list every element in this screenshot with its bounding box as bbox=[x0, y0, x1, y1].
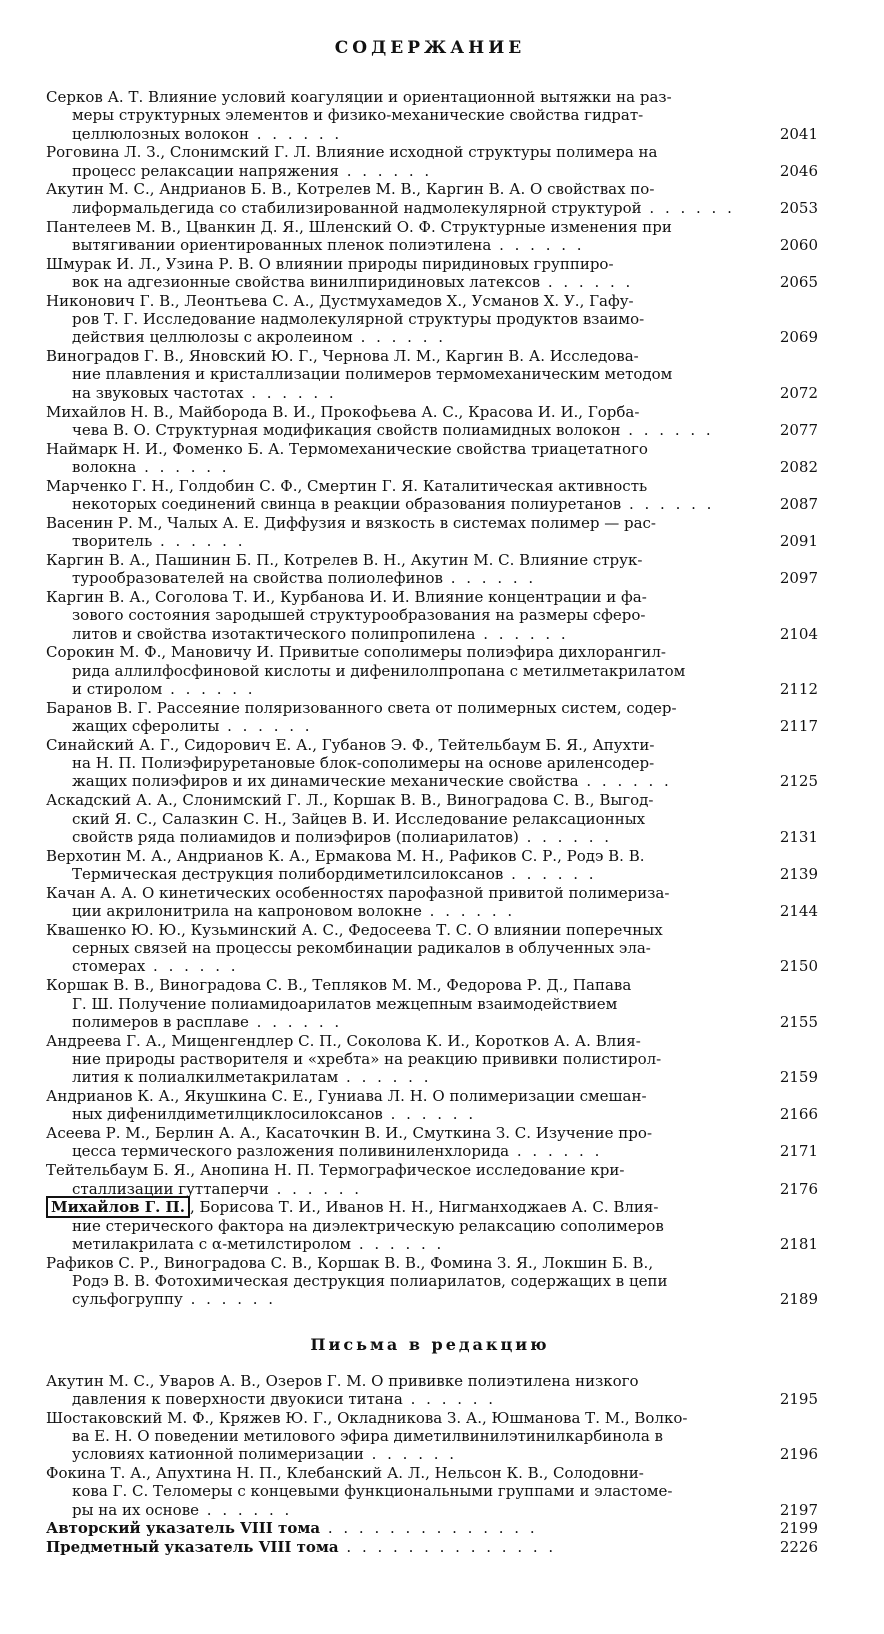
index-entry bbox=[46, 1537, 818, 1556]
entry-text: Тейтельбаум Б. Я., Анопина Н. П. Термографическое исследование кри- bbox=[46, 1161, 625, 1180]
entry-line bbox=[46, 643, 754, 661]
entry-line bbox=[46, 791, 754, 809]
page-number: 2195 bbox=[779, 1389, 818, 1408]
entry-line bbox=[46, 976, 754, 994]
entry-line bbox=[46, 957, 754, 975]
contents-entry bbox=[46, 976, 818, 1031]
page-number: 2155 bbox=[779, 1012, 818, 1031]
leader-dots: . . . . . . bbox=[363, 1445, 458, 1464]
entry-line bbox=[46, 1445, 754, 1463]
index-label: Авторский указатель VIII тома bbox=[46, 1519, 321, 1538]
entry-text: ние природы растворителя и «хребта» на реакцию прививки полистирол- bbox=[72, 1049, 662, 1068]
entry-text: ние стерического фактора на диэлектрическую релаксацию сополимеров bbox=[72, 1216, 664, 1235]
leader-dots: . . . . . . bbox=[382, 1105, 477, 1124]
leader-dots: . . . . . . bbox=[268, 1179, 363, 1198]
entry-line bbox=[46, 1180, 754, 1198]
entry-line bbox=[46, 1501, 754, 1519]
entry-line bbox=[46, 662, 754, 680]
entry-line bbox=[46, 1409, 754, 1427]
leader-dots: . . . . . . bbox=[136, 457, 230, 476]
entry-line bbox=[46, 772, 754, 790]
entry-text: Аскадский А. А., Слонимский Г. Л., Коршак В. В., Виноградова С. В., Выгод- bbox=[46, 791, 654, 810]
page-number: 2112 bbox=[779, 680, 818, 698]
contents-entry bbox=[46, 347, 818, 402]
entry-line bbox=[46, 736, 754, 754]
entry-text: Рафиков С. Р., Виноградова С. В., Коршак В. В., Фомина З. Я., Локшин Б. В., bbox=[46, 1253, 654, 1272]
entry-text: условиях катионной полимеризации bbox=[72, 1445, 364, 1464]
entry-line bbox=[46, 1254, 754, 1272]
contents-entry bbox=[46, 513, 818, 551]
entry-line bbox=[46, 1124, 754, 1142]
entry-text: , Борисова Т. И., Иванов Н. Н., Нигманходжаев А. С. Влия- bbox=[189, 1198, 659, 1217]
indexes-list bbox=[46, 1519, 818, 1556]
leader-dots: . . . . . . . . . . . . . . bbox=[320, 1519, 538, 1538]
entry-line bbox=[46, 458, 754, 476]
entry-line bbox=[46, 921, 754, 939]
entry-text: творитель bbox=[72, 532, 153, 551]
entry-line bbox=[46, 328, 754, 346]
entry-line bbox=[46, 828, 754, 846]
contents-entry bbox=[46, 550, 818, 588]
entry-text: жащих сферолиты bbox=[72, 717, 220, 736]
entry-text: цесса термического разложения поливиниленхлорида bbox=[72, 1142, 510, 1161]
entry-text: давления к поверхности двуокиси титана bbox=[72, 1389, 403, 1408]
entry-line bbox=[46, 365, 754, 383]
entry-line bbox=[46, 902, 754, 920]
entry-line bbox=[46, 218, 754, 236]
contents-entry bbox=[46, 291, 818, 347]
leader-dots: . . . . . . bbox=[641, 198, 735, 217]
entry-text: Сорокин М. Ф., Мановичу И. Привитые сополимеры полиэфира дихлорангил- bbox=[46, 643, 666, 662]
entry-text: Верхотин М. А., Андрианов К. А., Ермакова М. Н., Рафиков С. Р., Родэ В. В. bbox=[46, 846, 645, 865]
entry-line bbox=[46, 310, 754, 328]
entry-text: жащих полиэфиров и их динамические механические свойства bbox=[72, 772, 579, 791]
leader-dots: . . . . . . bbox=[182, 1290, 277, 1309]
leader-dots: . . . . . . bbox=[248, 124, 343, 143]
letter-entry bbox=[46, 1371, 818, 1409]
entry-text: турообразователей на свойства полиолефинов bbox=[72, 569, 443, 588]
page-number: 2199 bbox=[779, 1519, 818, 1538]
entry-text: Синайский А. Г., Сидорович Е. А., Губанов Э. Ф., Тейтельбаум Б. Я., Апухти- bbox=[46, 735, 655, 754]
leader-dots: . . . . . . bbox=[338, 161, 433, 180]
entry-line bbox=[46, 1235, 754, 1253]
leader-dots: . . . . . . bbox=[243, 383, 337, 402]
contents-entry bbox=[46, 920, 818, 976]
contents-entry bbox=[46, 1124, 818, 1161]
page-number: 2197 bbox=[779, 1500, 818, 1519]
entry-line bbox=[46, 162, 754, 180]
contents-entry bbox=[46, 698, 818, 736]
entry-line bbox=[46, 125, 754, 143]
entry-line bbox=[46, 1068, 754, 1086]
entry-text: волокна bbox=[72, 457, 137, 476]
entry-line bbox=[46, 495, 754, 513]
leader-dots: . . . . . . bbox=[475, 624, 569, 643]
page-number: 2087 bbox=[779, 495, 818, 514]
contents-entry bbox=[46, 143, 818, 180]
entry-text: Баранов В. Г. Рассеяние поляризованного света от полимерных систем, содер- bbox=[46, 698, 677, 717]
page-number: 2226 bbox=[779, 1537, 818, 1556]
entry-line bbox=[46, 1290, 754, 1308]
page-number: 2139 bbox=[779, 864, 818, 883]
entry-text: Андрианов К. А., Якушкина С. Е., Гуниава Л. Н. О полимеризации смешан- bbox=[46, 1087, 647, 1106]
page-number: 2117 bbox=[779, 717, 818, 736]
entry-text: Пантелеев М. В., Цванкин Д. Я., Шленский О. Ф. Структурные изменения при bbox=[46, 217, 672, 236]
contents-entry bbox=[46, 1161, 818, 1198]
contents-entry bbox=[46, 1198, 818, 1253]
entry-line bbox=[46, 699, 754, 717]
leader-dots: . . . . . . bbox=[352, 328, 447, 347]
entry-text: Андреева Г. А., Мищенгендлер С. П., Соколова К. И., Коротков А. А. Влия- bbox=[46, 1031, 641, 1050]
entry-line bbox=[46, 347, 754, 365]
entry-text: ние плавления и кристаллизации полимеров термомеханическим методом bbox=[72, 365, 673, 384]
entry-text: на Н. П. Полиэфируретановые блок-сополимеры на основе ариленсодер- bbox=[72, 754, 655, 773]
entry-text: сталлизации гуттаперчи bbox=[72, 1179, 269, 1198]
contents-entry bbox=[46, 476, 818, 514]
entry-text: Фокина Т. А., Апухтина Н. П., Клебанский А. Л., Нельсон К. В., Солодовни- bbox=[46, 1464, 644, 1483]
entry-text: Шостаковский М. Ф., Кряжев Ю. Г., Окладникова З. А., Юшманова Т. М., Волко- bbox=[46, 1408, 688, 1427]
entry-text: литов и свойства изотактического полипропилена bbox=[72, 624, 476, 643]
leader-dots: . . . . . . bbox=[351, 1234, 445, 1253]
entry-text: вок на адгезионные свойства винилпиридиновых латексов bbox=[72, 272, 541, 291]
entry-line bbox=[46, 236, 754, 254]
page-number: 2091 bbox=[779, 532, 818, 551]
entry-line bbox=[46, 1142, 754, 1160]
entry-text: некоторых соединений свинца в реакции образования полиуретанов bbox=[72, 495, 622, 514]
entry-line bbox=[46, 1198, 754, 1216]
leader-dots: . . . . . . bbox=[621, 495, 715, 514]
entry-text: действия целлюлозы с акролеином bbox=[72, 328, 353, 347]
leader-dots: . . . . . . bbox=[503, 864, 597, 883]
entry-line bbox=[46, 421, 754, 439]
entry-line bbox=[46, 384, 754, 402]
entry-line bbox=[46, 1032, 754, 1050]
entry-line bbox=[46, 1161, 754, 1179]
entry-text: и стиролом bbox=[72, 680, 163, 698]
contents-entry bbox=[46, 643, 818, 698]
page-number: 2082 bbox=[779, 457, 818, 476]
entry-text: ва Е. Н. О поведении метилового эфира диметилвинилэтинилкарбинола в bbox=[72, 1426, 663, 1445]
letter-entry bbox=[46, 1408, 818, 1464]
entry-text: ции акрилонитрила на капроновом волокне bbox=[72, 902, 422, 921]
entry-text: меры структурных элементов и физико-механические свойства гидрат- bbox=[72, 106, 644, 125]
page-number: 2046 bbox=[779, 161, 818, 180]
entry-text: Качан А. А. О кинетических особенностях парофазной привитой полимериза- bbox=[46, 883, 670, 902]
leader-dots: . . . . . . bbox=[491, 235, 585, 254]
entry-line bbox=[46, 1087, 754, 1105]
entry-line bbox=[46, 403, 754, 421]
entry-line bbox=[46, 810, 754, 828]
entry-line bbox=[46, 1217, 754, 1235]
leader-dots: . . . . . . bbox=[145, 957, 239, 976]
leader-dots: . . . . . . bbox=[620, 420, 714, 439]
entry-text: Термическая деструкция полибордиметилсилоксанов bbox=[72, 864, 504, 883]
entry-text: лиформальдегида со стабилизированной надмолекулярной структурой bbox=[72, 198, 642, 217]
contents-entry bbox=[46, 735, 818, 791]
leader-dots: . . . . . . bbox=[199, 1500, 293, 1519]
contents-entry bbox=[46, 254, 818, 292]
page-number: 2104 bbox=[779, 624, 818, 643]
entry-line bbox=[46, 477, 754, 495]
entry-line bbox=[46, 1390, 754, 1408]
entry-line bbox=[46, 1372, 754, 1390]
entry-line bbox=[46, 717, 754, 735]
page-number: 2176 bbox=[779, 1179, 818, 1198]
entry-text: лития к полиалкилметакрилатам bbox=[72, 1068, 339, 1087]
entry-text: Родэ В. В. Фотохимическая деструкция полиарилатов, содержащих в цепи bbox=[72, 1272, 668, 1290]
contents-entry bbox=[46, 1031, 818, 1087]
contents-entry bbox=[46, 439, 818, 477]
entry-line bbox=[46, 884, 754, 902]
entry-line bbox=[46, 273, 754, 291]
page-number: 2166 bbox=[779, 1105, 818, 1124]
entry-line bbox=[46, 106, 754, 124]
page-number: 2144 bbox=[779, 902, 818, 921]
entry-text: вытягивании ориентированных пленок полиэтилена bbox=[72, 235, 492, 254]
entry-text: Асеева Р. М., Берлин А. А., Касаточкин В. И., Смуткина З. С. Изучение про- bbox=[46, 1124, 653, 1143]
entry-text: полимеров в расплаве bbox=[72, 1012, 249, 1031]
contents-entry bbox=[46, 791, 818, 846]
page-number: 2131 bbox=[779, 827, 818, 846]
entry-text: Каргин В. А., Пашинин Б. П., Котрелев В. Н., Акутин М. С. Влияние струк- bbox=[46, 550, 643, 569]
entry-line bbox=[46, 1013, 754, 1031]
page-number: 2072 bbox=[779, 383, 818, 402]
page-number: 2053 bbox=[779, 198, 818, 217]
contents-entry bbox=[46, 1087, 818, 1124]
leader-dots: . . . . . . bbox=[219, 717, 313, 736]
entry-line bbox=[46, 532, 754, 550]
entry-line bbox=[46, 1482, 754, 1500]
leader-dots: . . . . . . bbox=[338, 1068, 432, 1087]
leader-dots: . . . . . . bbox=[442, 569, 537, 588]
contents-entry bbox=[46, 588, 818, 643]
entry-line bbox=[46, 440, 754, 458]
entry-text: на звуковых частотах bbox=[72, 383, 244, 402]
contents-entry bbox=[46, 180, 818, 217]
contents-entry bbox=[46, 846, 818, 884]
entry-text: Серков А. Т. Влияние условий коагуляции и ориентационной вытяжки на раз- bbox=[46, 88, 672, 106]
entry-text: Виноградов Г. В., Яновский Ю. Г., Чернова Л. М., Каргин В. А. Исследова- bbox=[46, 347, 639, 366]
entry-text: стомерах bbox=[72, 957, 146, 976]
entry-text: чева В. О. Структурная модификация свойств полиамидных волокон bbox=[72, 420, 621, 439]
entry-line bbox=[46, 180, 754, 198]
leader-dots: . . . . . . bbox=[162, 680, 256, 698]
page-number: 2189 bbox=[779, 1290, 818, 1309]
entry-text: Наймарк Н. И., Фоменко Б. А. Термомеханические свойства триацетатного bbox=[46, 439, 648, 458]
entry-line bbox=[46, 143, 754, 161]
entry-line bbox=[46, 551, 754, 569]
entry-text: ных дифенилдиметилциклосилоксанов bbox=[72, 1105, 383, 1124]
index-label: Предметный указатель VIII тома bbox=[46, 1537, 339, 1556]
page-number: 2065 bbox=[779, 272, 818, 291]
entry-line bbox=[46, 569, 754, 587]
leader-dots: . . . . . . bbox=[402, 1389, 497, 1408]
contents-entry bbox=[46, 88, 818, 143]
entry-text: Роговина Л. З., Слонимский Г. Л. Влияние исходной структуры полимера на bbox=[46, 143, 658, 162]
page-number: 2060 bbox=[779, 235, 818, 254]
page-number: 2077 bbox=[779, 420, 818, 439]
entry-text: Васенин Р. М., Чалых А. Е. Диффузия и вязкость в системах полимер — рас- bbox=[46, 513, 656, 532]
page-number: 2069 bbox=[779, 328, 818, 347]
leader-dots: . . . . . . bbox=[518, 827, 613, 846]
entry-text: сульфогруппу bbox=[72, 1290, 183, 1309]
letters-section-title: Письма в редакцию bbox=[310, 1334, 550, 1354]
leader-dots: . . . . . . bbox=[540, 272, 634, 291]
entry-text: Коршак В. В., Виноградова С. В., Тепляков М. М., Федорова Р. Д., Папава bbox=[46, 976, 632, 995]
leader-dots: . . . . . . bbox=[509, 1142, 603, 1161]
framed-author: Михайлов Г. П. bbox=[46, 1196, 190, 1218]
entry-text: серных связей на процессы рекомбинации радикалов в облученных эла- bbox=[72, 939, 651, 958]
entry-line bbox=[46, 995, 754, 1013]
page-number: 2181 bbox=[779, 1234, 818, 1253]
contents-list bbox=[46, 88, 818, 1309]
entry-text: целлюлозных волокон bbox=[72, 124, 249, 143]
leader-dots: . . . . . . bbox=[578, 772, 672, 791]
entry-line bbox=[46, 199, 754, 217]
entry-text: зового состояния зародышей структурообразования на размеры сферо- bbox=[72, 606, 646, 625]
page-number: 2159 bbox=[779, 1068, 818, 1087]
entry-line bbox=[46, 1105, 754, 1123]
entry-text: процесс релаксации напряжения bbox=[72, 161, 339, 180]
page-title: СОДЕРЖАНИЕ bbox=[334, 38, 526, 58]
index-entry bbox=[46, 1519, 818, 1538]
entry-line bbox=[46, 1464, 754, 1482]
entry-line bbox=[46, 606, 754, 624]
page-number: 2125 bbox=[779, 772, 818, 791]
entry-line bbox=[46, 865, 754, 883]
page-number: 2150 bbox=[779, 957, 818, 976]
entry-text: ры на их основе bbox=[72, 1500, 200, 1519]
entry-text: метилакрилата с α-метилстиролом bbox=[72, 1234, 352, 1253]
entry-line bbox=[46, 754, 754, 772]
contents-entry bbox=[46, 883, 818, 921]
page-number: 2097 bbox=[779, 569, 818, 588]
entry-line bbox=[46, 625, 754, 643]
entry-line bbox=[46, 680, 754, 698]
entry-line bbox=[46, 1427, 754, 1445]
leader-dots: . . . . . . bbox=[248, 1012, 343, 1031]
entry-text: Никонович Г. В., Леонтьева С. А., Дустмухамедов Х., Усманов Х. У., Гафу- bbox=[46, 291, 634, 310]
entry-text: Акутин М. С., Уваров А. В., Озеров Г. М. О прививке полиэтилена низкого bbox=[46, 1371, 639, 1390]
entry-text: ров Т. Г. Исследование надмолекулярной структуры продуктов взаимо- bbox=[72, 310, 645, 329]
page-number: 2196 bbox=[779, 1445, 818, 1464]
letter-entry bbox=[46, 1464, 818, 1519]
entry-text: Михайлов Н. В., Майборода В. И., Прокофьева А. С., Красова И. И., Горба- bbox=[46, 402, 640, 421]
entry-line bbox=[46, 847, 754, 865]
entry-text: кова Г. С. Теломеры с концевыми функциональными группами и эластоме- bbox=[72, 1482, 673, 1501]
entry-line bbox=[46, 588, 754, 606]
entry-text: Шмурак И. Л., Узина Р. В. О влиянии природы пиридиновых группиро- bbox=[46, 254, 614, 273]
entry-text: Марченко Г. Н., Голдобин С. Ф., Смертин Г. Я. Каталитическая активность bbox=[46, 476, 648, 495]
contents-entry bbox=[46, 217, 818, 255]
entry-line bbox=[46, 292, 754, 310]
entry-text: ский Я. С., Салазкин С. Н., Зайцев В. И. Исследование релаксационных bbox=[72, 809, 646, 828]
entry-line bbox=[46, 514, 754, 532]
contents-entry bbox=[46, 402, 818, 440]
leader-dots: . . . . . . bbox=[152, 532, 246, 551]
entry-text: Акутин М. С., Андрианов Б. В., Котрелев М. В., Каргин В. А. О свойствах по- bbox=[46, 180, 655, 199]
contents-entry bbox=[46, 1253, 818, 1309]
leader-dots: . . . . . . bbox=[421, 902, 516, 921]
entry-line bbox=[46, 1272, 754, 1290]
page-number: 2041 bbox=[779, 124, 818, 143]
entry-line bbox=[46, 939, 754, 957]
entry-text: свойств ряда полиамидов и полиэфиров (полиарилатов) bbox=[72, 827, 519, 846]
entry-text: Г. Ш. Получение полиамидоарилатов межцепным взаимодействием bbox=[72, 994, 618, 1013]
entry-text: Квашенко Ю. Ю., Кузьминский А. С., Федосеева Т. С. О влиянии поперечных bbox=[46, 920, 663, 939]
entry-line bbox=[46, 1050, 754, 1068]
entry-line bbox=[46, 255, 754, 273]
entry-text: Каргин В. А., Соголова Т. И., Курбанова И. И. Влияние концентрации и фа- bbox=[46, 588, 647, 607]
leader-dots: . . . . . . . . . . . . . . bbox=[338, 1537, 557, 1556]
entry-text: рида аллилфосфиновой кислоты и дифенилолпропана с метилметакрилатом bbox=[72, 661, 686, 680]
letters-list bbox=[46, 1371, 818, 1519]
page-number: 2171 bbox=[779, 1142, 818, 1161]
entry-line bbox=[46, 88, 754, 106]
